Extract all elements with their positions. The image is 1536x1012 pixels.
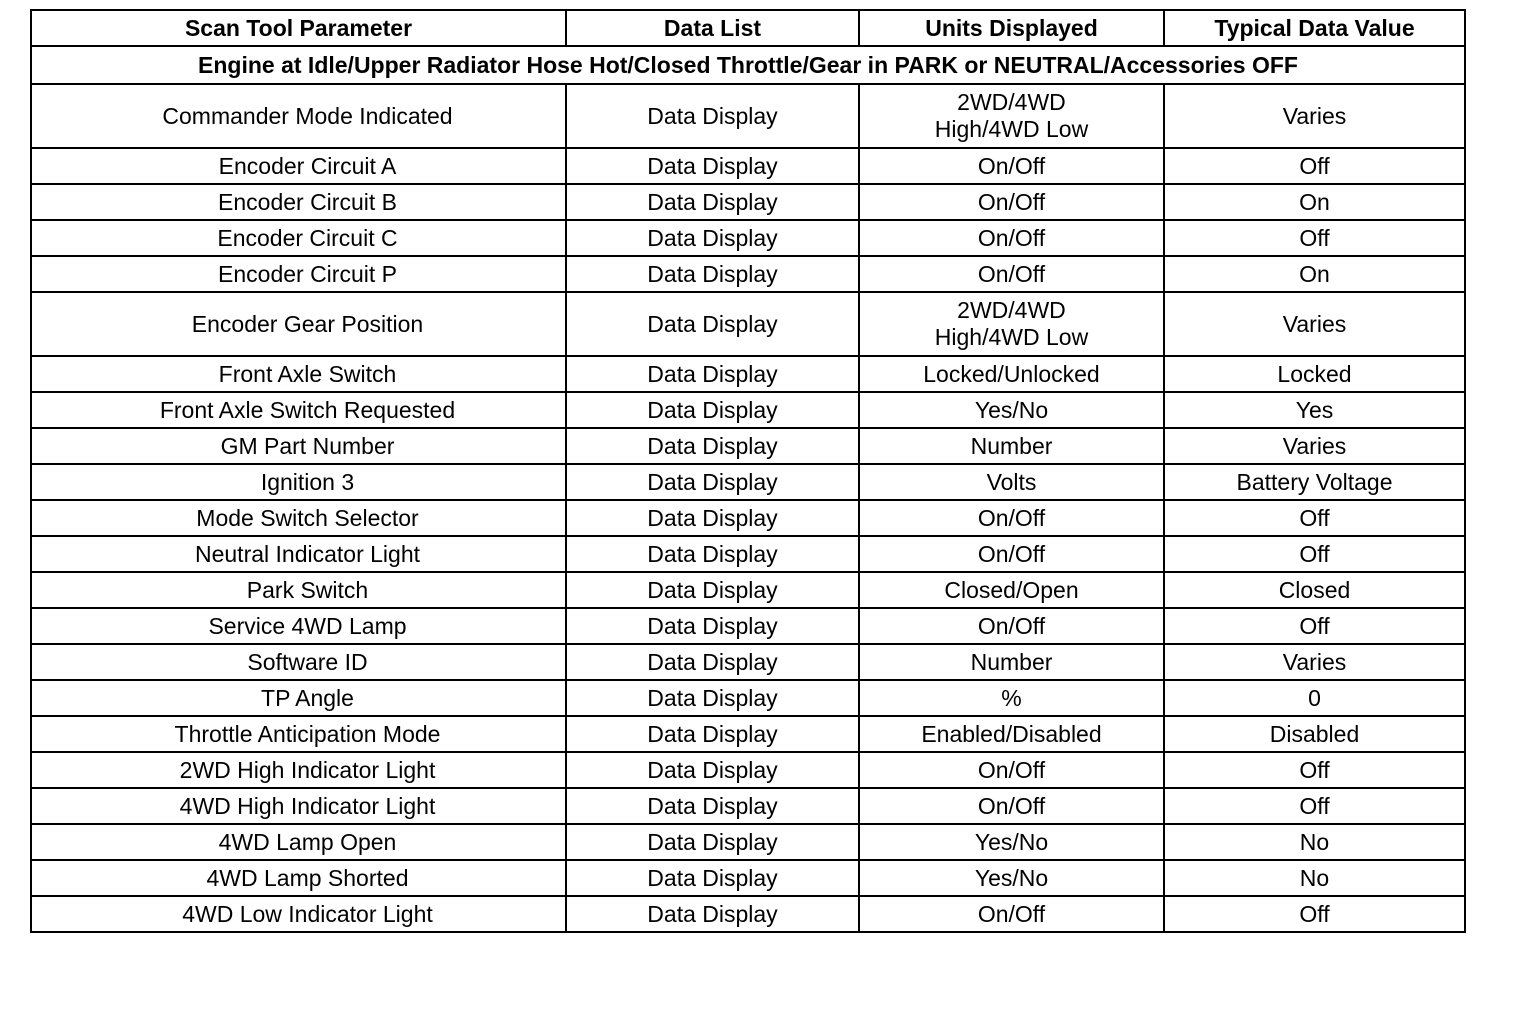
table-row — [31, 256, 1465, 292]
table-row — [31, 824, 1465, 860]
test-condition: Engine at Idle/Upper Radiator Hose Hot/Closed Throttle/Gear in PARK or NEUTRAL/Accessories OFF — [31, 46, 1465, 84]
data-list-cell-text: Data Display — [647, 188, 778, 215]
typical-value-cell — [1164, 148, 1465, 184]
data-list-cell-text: Data Display — [647, 612, 778, 639]
data-list-cell-text: Data Display — [647, 828, 778, 855]
units-cell — [859, 536, 1164, 572]
typical-value-cell — [1164, 860, 1465, 896]
units-cell — [859, 356, 1164, 392]
typical-value-cell — [1164, 608, 1465, 644]
data-list-cell-text: Data Display — [647, 468, 778, 495]
typical-value-cell-text: Closed — [1278, 576, 1351, 603]
parameter-cell-text: Park Switch — [246, 576, 369, 603]
parameter-cell-text: Mode Switch Selector — [196, 504, 419, 531]
table-row — [31, 608, 1465, 644]
units-cell-text: 2WD/4WD High/4WD Low — [934, 89, 1089, 142]
parameter-cell-text: Front Axle Switch Requested — [159, 396, 456, 423]
units-cell — [859, 148, 1164, 184]
parameter-cell — [31, 292, 566, 356]
data-list-cell-text: Data Display — [647, 648, 778, 675]
parameter-cell-text: 2WD High Indicator Light — [179, 756, 436, 783]
typical-value-cell — [1164, 536, 1465, 572]
parameter-cell — [31, 356, 566, 392]
data-list-cell — [566, 392, 859, 428]
parameter-cell-text: Encoder Circuit B — [218, 188, 397, 215]
typical-value-cell-text: Off — [1299, 900, 1330, 927]
table-row — [31, 860, 1465, 896]
typical-value-cell-text: No — [1299, 828, 1330, 855]
data-list-cell — [566, 536, 859, 572]
parameter-cell — [31, 680, 566, 716]
parameter-cell-text: Service 4WD Lamp — [208, 612, 407, 639]
data-list-cell — [566, 292, 859, 356]
units-cell — [859, 184, 1164, 220]
parameter-cell — [31, 860, 566, 896]
typical-value-cell — [1164, 680, 1465, 716]
data-list-cell-text: Data Display — [647, 684, 778, 711]
data-list-cell — [566, 860, 859, 896]
header-scan-tool-parameter: Scan Tool Parameter — [31, 10, 566, 46]
parameter-cell — [31, 500, 566, 536]
parameter-cell-text: Neutral Indicator Light — [194, 540, 420, 567]
units-cell — [859, 392, 1164, 428]
parameter-cell — [31, 392, 566, 428]
scan-tool-data-table — [30, 9, 1466, 933]
data-list-cell — [566, 752, 859, 788]
typical-value-cell-text: Off — [1299, 224, 1330, 251]
table-row — [31, 392, 1465, 428]
units-cell-text: On/Off — [977, 900, 1046, 927]
parameter-cell — [31, 644, 566, 680]
table-row — [31, 536, 1465, 572]
typical-value-cell-text: Varies — [1282, 432, 1347, 459]
data-list-cell-text: Data Display — [647, 504, 778, 531]
units-cell-text: % — [1001, 684, 1022, 711]
parameter-cell-text: Commander Mode Indicated — [162, 102, 453, 129]
parameter-cell — [31, 536, 566, 572]
data-list-cell-text: Data Display — [647, 360, 778, 387]
parameter-cell — [31, 572, 566, 608]
parameter-cell — [31, 184, 566, 220]
parameter-cell — [31, 256, 566, 292]
typical-value-cell — [1164, 896, 1465, 932]
typical-value-cell — [1164, 356, 1465, 392]
typical-value-cell — [1164, 184, 1465, 220]
table-row — [31, 752, 1465, 788]
data-list-cell — [566, 788, 859, 824]
parameter-cell-text: 4WD High Indicator Light — [179, 792, 436, 819]
data-list-cell-text: Data Display — [647, 102, 778, 129]
table-row — [31, 644, 1465, 680]
typical-value-cell-text: On — [1299, 188, 1330, 215]
typical-value-cell — [1164, 84, 1465, 148]
table-row — [31, 292, 1465, 356]
typical-value-cell — [1164, 292, 1465, 356]
data-list-cell — [566, 680, 859, 716]
typical-value-cell-text: No — [1299, 864, 1330, 891]
data-list-cell-text: Data Display — [647, 224, 778, 251]
typical-value-cell-text: Off — [1299, 612, 1330, 639]
data-list-cell — [566, 608, 859, 644]
typical-value-cell-text: 0 — [1308, 684, 1321, 711]
units-cell-text: On/Off — [977, 504, 1046, 531]
units-cell-text: Yes/No — [974, 828, 1049, 855]
units-cell-text: On/Off — [977, 224, 1046, 251]
units-cell-text: On/Off — [977, 792, 1046, 819]
typical-value-cell-text: Off — [1299, 756, 1330, 783]
units-cell — [859, 572, 1164, 608]
units-cell — [859, 500, 1164, 536]
typical-value-cell-text: On — [1299, 260, 1330, 287]
units-cell-text: Enabled/Disabled — [921, 720, 1102, 747]
typical-value-cell-text: Off — [1299, 152, 1330, 179]
units-cell-text: On/Off — [977, 612, 1046, 639]
parameter-cell-text: Encoder Circuit P — [218, 260, 397, 287]
typical-value-cell — [1164, 428, 1465, 464]
table-row — [31, 220, 1465, 256]
typical-value-cell — [1164, 392, 1465, 428]
parameter-cell — [31, 824, 566, 860]
data-list-cell-text: Data Display — [647, 432, 778, 459]
parameter-cell — [31, 608, 566, 644]
data-list-cell — [566, 428, 859, 464]
units-cell-text: On/Off — [977, 152, 1046, 179]
units-cell-text: Locked/Unlocked — [923, 360, 1100, 387]
units-cell — [859, 680, 1164, 716]
parameter-cell-text: Throttle Anticipation Mode — [174, 720, 441, 747]
typical-value-cell-text: Off — [1299, 792, 1330, 819]
data-list-cell — [566, 256, 859, 292]
typical-value-cell — [1164, 572, 1465, 608]
data-list-cell — [566, 356, 859, 392]
typical-value-cell-text: Disabled — [1269, 720, 1360, 747]
units-cell — [859, 464, 1164, 500]
parameter-cell — [31, 716, 566, 752]
parameter-cell-text: 4WD Low Indicator Light — [182, 900, 433, 927]
units-cell-text: On/Off — [977, 756, 1046, 783]
typical-value-cell — [1164, 220, 1465, 256]
parameter-cell-text: Encoder Circuit C — [217, 224, 398, 251]
typical-value-cell — [1164, 644, 1465, 680]
data-list-cell-text: Data Display — [647, 576, 778, 603]
header-typical-data-value: Typical Data Value — [1164, 10, 1465, 46]
parameter-cell-text: Front Axle Switch — [218, 360, 397, 387]
data-list-cell — [566, 464, 859, 500]
header-units-displayed: Units Displayed — [859, 10, 1164, 46]
units-cell-text: On/Off — [977, 260, 1046, 287]
header-data-list: Data List — [566, 10, 859, 46]
units-cell — [859, 788, 1164, 824]
typical-value-cell — [1164, 500, 1465, 536]
typical-value-cell-text: Locked — [1277, 360, 1352, 387]
units-cell — [859, 716, 1164, 752]
data-list-cell — [566, 148, 859, 184]
typical-value-cell-text: Varies — [1282, 310, 1347, 337]
table-row — [31, 428, 1465, 464]
data-list-cell-text: Data Display — [647, 756, 778, 783]
data-list-cell — [566, 716, 859, 752]
parameter-cell-text: 4WD Lamp Open — [218, 828, 397, 855]
units-cell-text: Number — [970, 432, 1053, 459]
units-cell — [859, 824, 1164, 860]
data-list-cell-text: Data Display — [647, 152, 778, 179]
data-list-cell-text: Data Display — [647, 310, 778, 337]
units-cell-text: Yes/No — [974, 864, 1049, 891]
units-cell — [859, 292, 1164, 356]
typical-value-cell-text: Yes — [1295, 396, 1334, 423]
parameter-cell-text: GM Part Number — [220, 432, 395, 459]
parameter-cell — [31, 752, 566, 788]
condition-row — [31, 46, 1465, 84]
typical-value-cell-text: Off — [1299, 540, 1330, 567]
parameter-cell — [31, 220, 566, 256]
parameter-cell — [31, 788, 566, 824]
units-cell — [859, 896, 1164, 932]
parameter-cell-text: Software ID — [247, 648, 368, 675]
parameter-cell — [31, 84, 566, 148]
table-row — [31, 572, 1465, 608]
data-list-cell — [566, 644, 859, 680]
parameter-cell-text: Encoder Gear Position — [191, 310, 424, 337]
typical-value-cell — [1164, 752, 1465, 788]
units-cell-text: 2WD/4WD High/4WD Low — [934, 297, 1089, 350]
typical-value-cell-text: Varies — [1282, 648, 1347, 675]
parameter-cell-text: TP Angle — [261, 684, 354, 711]
units-cell-text: Number — [970, 648, 1053, 675]
data-list-cell-text: Data Display — [647, 792, 778, 819]
units-cell — [859, 84, 1164, 148]
table-row — [31, 896, 1465, 932]
typical-value-cell — [1164, 716, 1465, 752]
table-row — [31, 148, 1465, 184]
units-cell — [859, 752, 1164, 788]
table-row — [31, 500, 1465, 536]
typical-value-cell-text: Battery Voltage — [1236, 468, 1393, 495]
typical-value-cell — [1164, 788, 1465, 824]
data-list-cell-text: Data Display — [647, 540, 778, 567]
table-row — [31, 716, 1465, 752]
data-list-cell-text: Data Display — [647, 900, 778, 927]
data-list-cell — [566, 572, 859, 608]
units-cell-text: Yes/No — [974, 396, 1049, 423]
data-list-cell — [566, 184, 859, 220]
typical-value-cell — [1164, 256, 1465, 292]
data-list-cell — [566, 84, 859, 148]
data-list-cell — [566, 500, 859, 536]
units-cell-text: On/Off — [977, 540, 1046, 567]
units-cell-text: Closed/Open — [944, 576, 1079, 603]
parameter-cell — [31, 428, 566, 464]
units-cell-text: Volts — [986, 468, 1037, 495]
units-cell — [859, 608, 1164, 644]
parameter-cell-text: Encoder Circuit A — [218, 152, 397, 179]
parameter-cell-text: 4WD Lamp Shorted — [206, 864, 409, 891]
data-list-cell — [566, 220, 859, 256]
typical-value-cell-text: Off — [1299, 504, 1330, 531]
typical-value-cell-text: Varies — [1282, 102, 1347, 129]
table-row — [31, 464, 1465, 500]
table-row — [31, 184, 1465, 220]
data-list-cell-text: Data Display — [647, 720, 778, 747]
data-list-cell-text: Data Display — [647, 396, 778, 423]
table-row — [31, 84, 1465, 148]
typical-value-cell — [1164, 824, 1465, 860]
units-cell-text: On/Off — [977, 188, 1046, 215]
typical-value-cell — [1164, 464, 1465, 500]
header-row — [31, 10, 1465, 46]
parameter-cell — [31, 148, 566, 184]
units-cell — [859, 428, 1164, 464]
units-cell — [859, 256, 1164, 292]
units-cell — [859, 644, 1164, 680]
table-row — [31, 356, 1465, 392]
table-row — [31, 788, 1465, 824]
parameter-cell — [31, 896, 566, 932]
data-list-cell-text: Data Display — [647, 260, 778, 287]
data-list-cell — [566, 824, 859, 860]
units-cell — [859, 220, 1164, 256]
table-row — [31, 680, 1465, 716]
parameter-cell — [31, 464, 566, 500]
data-list-cell-text: Data Display — [647, 864, 778, 891]
parameter-cell-text: Ignition 3 — [260, 468, 355, 495]
data-list-cell — [566, 896, 859, 932]
units-cell — [859, 860, 1164, 896]
